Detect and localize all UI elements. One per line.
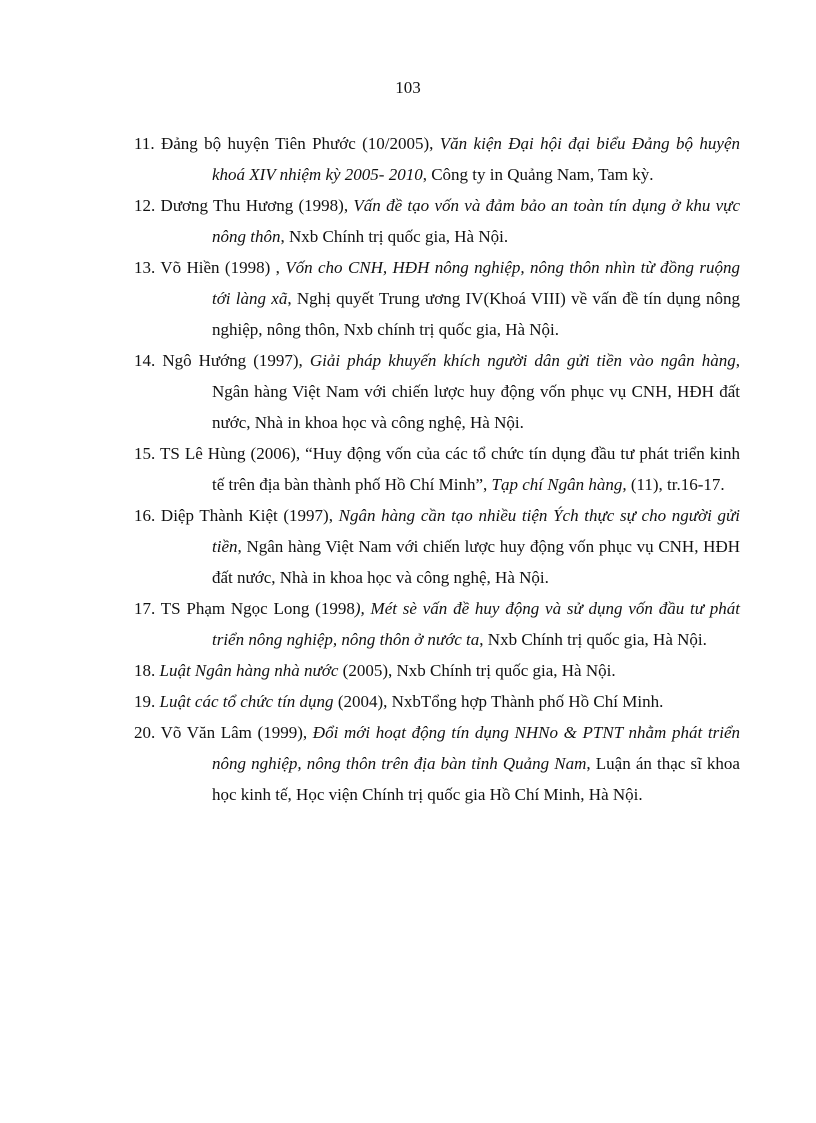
reference-text: Đảng bộ huyện Tiên Phước (10/2005), (154, 134, 440, 153)
reference-text: , Ngân hàng Việt Nam với chiến lược huy động vốn phục vụ CNH, HĐH đất nước, Nhà in khoa học và công nghệ, Hà Nội. (212, 351, 740, 432)
reference-number: 18. (134, 661, 156, 680)
reference-text: Diệp Thành Kiệt (1997), (155, 506, 339, 525)
reference-number: 20. (134, 723, 156, 742)
reference-text: , Nghị quyết Trung ương IV(Khoá VIII) về vấn đề tín dụng nông nghiệp, nông thôn, Nxb chính trị quốc gia, Hà Nội. (212, 289, 740, 339)
reference-text: , Nxb Chính trị quốc gia, Hà Nội. (479, 630, 707, 649)
reference-text: , Công ty in Quảng Nam, Tam kỳ. (422, 165, 654, 184)
reference-text: , Ngân hàng Việt Nam với chiến lược huy động vốn phục vụ CNH, HĐH đất nước, Nhà in khoa học và công nghệ, Hà Nội. (212, 537, 740, 587)
reference-text: TS Phạm Ngọc Long (1998 (155, 599, 355, 618)
reference-text: Võ Hiền (1998) , (155, 258, 286, 277)
reference-title: Ngân hàng cần tạo nhiều tiện Ých thực sự cho người gửi tiền (212, 506, 741, 556)
reference-number: 17. (134, 599, 156, 618)
reference-text: TS Lê Hùng (2006), “Huy động vốn của các tổ chức tín dụng đầu tư phát triển kinh tế trên địa bàn thành phố Hồ Chí Minh”, (155, 444, 740, 494)
reference-number: 19. (134, 692, 156, 711)
reference-text: (2005), Nxb Chính trị quốc gia, Hà Nội. (338, 661, 616, 680)
reference-text: Ngô Hướng (1997), (155, 351, 310, 370)
reference-title: Tạp chí Ngân hàng, (491, 475, 627, 494)
reference-number: 13. (134, 258, 156, 277)
reference-text: (2004), NxbTổng hợp Thành phố Hồ Chí Minh. (333, 692, 664, 711)
reference-title: ), Mét sè vấn đề huy động và sử dụng vốn đầu tư phát triển nông nghiệp, nông thôn ở nước ta (212, 599, 740, 649)
reference-item (134, 438, 740, 500)
reference-number: 12. (134, 196, 156, 215)
reference-title: Văn kiện Đại hội đại biểu Đảng bộ huyện khoá XIV nhiệm kỳ 2005- 2010 (212, 134, 740, 184)
reference-title: Vốn cho CNH, HĐH nông nghiệp, nông thôn nhìn từ đồng ruộng tới làng xã (212, 258, 740, 308)
reference-item (134, 500, 740, 593)
reference-item (134, 128, 740, 190)
reference-item (134, 717, 740, 810)
reference-number: 14. (134, 351, 156, 370)
reference-item (134, 345, 740, 438)
reference-item (134, 190, 740, 252)
reference-text: Võ Văn Lâm (1999), (155, 723, 313, 742)
reference-title: Luật các tổ chức tín dụng (159, 692, 334, 711)
page-number: 103 (395, 78, 421, 97)
reference-number: 16. (134, 506, 156, 525)
reference-item (134, 686, 740, 717)
reference-text: , Nxb Chính trị quốc gia, Hà Nội. (280, 227, 509, 246)
reference-text: Dương Thu Hương (1998), (155, 196, 354, 215)
reference-list (134, 128, 740, 810)
reference-number: 15. (134, 444, 156, 463)
reference-title: Đổi mới hoạt động tín dụng NHNo & PTNT nhằm phát triển nông nghiệp, nông thôn trên địa bàn tỉnh Quảng Nam (212, 723, 740, 773)
reference-item (134, 593, 740, 655)
reference-text: , Luận án thạc sĩ khoa học kinh tế, Học viện Chính trị quốc gia Hồ Chí Minh, Hà Nội. (212, 754, 740, 804)
reference-item (134, 252, 740, 345)
reference-number: 11. (134, 134, 155, 153)
reference-title: Vấn đề tạo vốn và đảm bảo an toàn tín dụng ở khu vực nông thôn (212, 196, 740, 246)
reference-text: (11), tr.16-17. (626, 475, 725, 494)
reference-title: Giải pháp khuyến khích người dân gửi tiền vào ngân hàng (309, 351, 736, 370)
reference-title: Luật Ngân hàng nhà nước (159, 661, 339, 680)
reference-item (134, 655, 740, 686)
